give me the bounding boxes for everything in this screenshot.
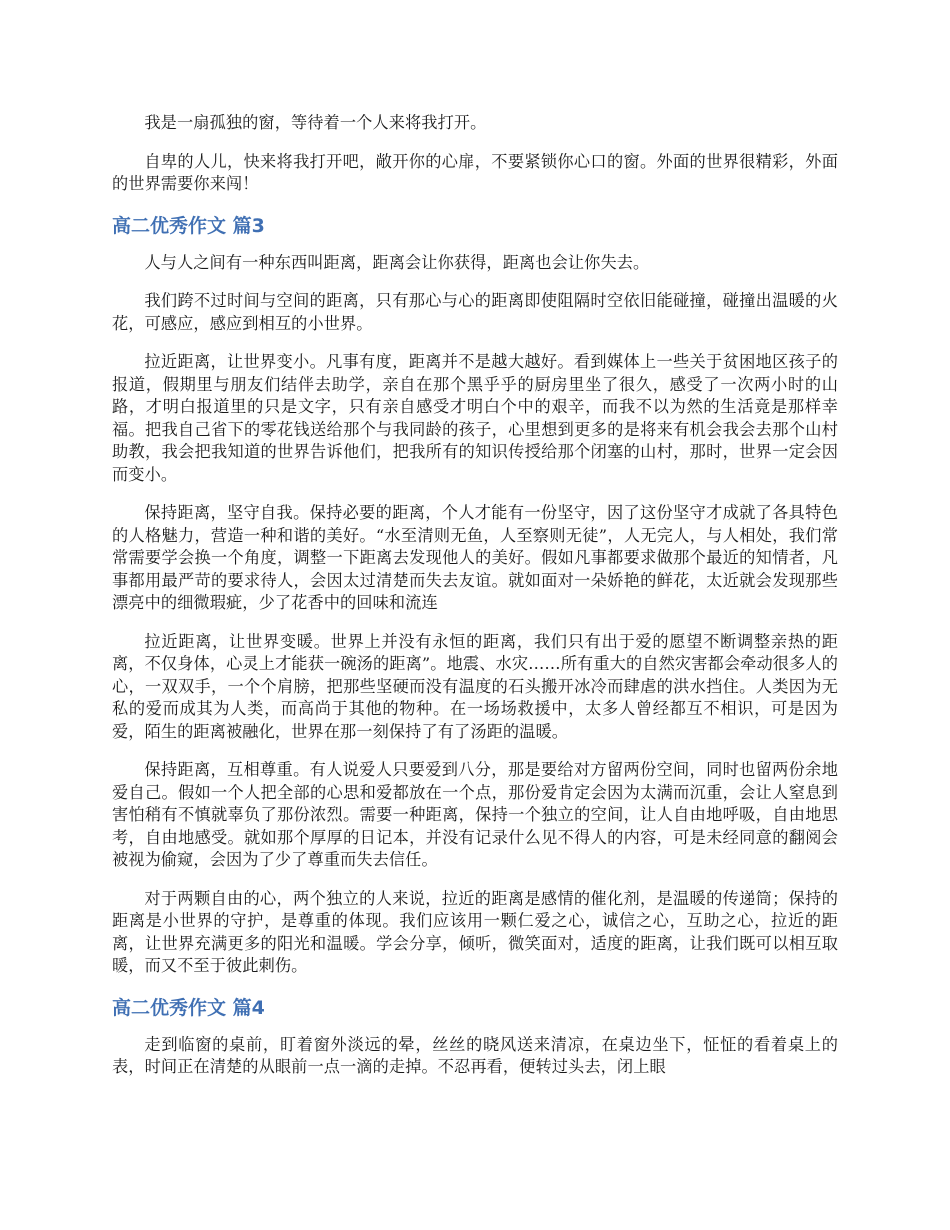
paragraph: 我们跨不过时间与空间的距离，只有那心与心的距离即使阻隔时空依旧能碰撞，碰撞出温暖的火花，可感应，感应到相互的小世界。 [112, 291, 838, 333]
paragraph: 拉近距离，让世界变小。凡事有度，距离并不是越大越好。看到媒体上一些关于贫困地区孩子的报道，假期里与朋友们结伴去助学，亲自在那个黑乎乎的厨房里坐了很久，感受了一次两小时的山路，才明白报道里的只是文字，只有亲自感受才明白个中的艰辛，而我不以为然的生活竟是那样幸福。把我自己省下的零花钱送给那个与我同龄的孩子，心里想到更多的是将来有机会我会去那个山村助教，我会把我知道的世界告诉他们，把我所有的知识传授给那个闭塞的山村，那时，世界一定会因而变小。 [112, 352, 838, 484]
paragraph: 对于两颗自由的心，两个独立的人来说，拉近的距离是感情的催化剂，是温暖的传递筒；保持的距离是小世界的守护，是尊重的体现。我们应该用一颗仁爱之心，诚信之心，互助之心，拉近的距离，让世界充满更多的阳光和温暖。学会分享，倾听，微笑面对，适度的距离，让我们既可以相互取暖，而又不至于彼此刺伤。 [112, 888, 838, 975]
paragraph: 拉近距离，让世界变暖。世界上并没有永恒的距离，我们只有出于爱的愿望不断调整亲热的距离，不仅身体，心灵上才能获一碗汤的距离”。地震、水灾……所有重大的自然灾害都会牵动很多人的心，一双双手，一个个肩膀，把那些坚硬而没有温度的石头搬开冰冷而肆虐的洪水挡住。人类因为无私的爱而成其为人类，而高尚于其他的物种。在一场场救援中，太多人曾经都互不相识，可是因为爱，陌生的距离被融化，世界在那一刻保持了有了汤距的温暖。 [112, 631, 838, 741]
section-heading: 高二优秀作文 篇3 [112, 214, 265, 237]
paragraph: 保持距离，坚守自我。保持必要的距离，个人才能有一份坚守，因了这份坚守才成就了各具特色的人格魅力，营造一种和谐的美好。“水至清则无鱼，人至察则无徒”，人无完人，与人相处，我们常常需要学会换一个角度，调整一下距离去发现他人的美好。假如凡事都要求做那个最近的知情者，凡事都用最严苛的要求待人，会因太过清楚而失去友谊。就如面对一朵娇艳的鲜花，太近就会发现那些漂亮中的细微瑕疵，少了花香中的回味和流连 [112, 503, 838, 612]
paragraph: 我是一扇孤独的窗，等待着一个人来将我打开。 [144, 113, 487, 132]
section-heading: 高二优秀作文 篇4 [112, 996, 265, 1019]
paragraph: 走到临窗的桌前，盯着窗外淡远的晕，丝丝的晓风送来清凉，在桌边坐下，怔怔的看着桌上的表，时间正在清楚的从眼前一点一滴的走掉。不忍再看，便转过头去，闭上眼 [112, 1034, 838, 1076]
paragraph: 人与人之间有一种东西叫距离，距离会让你获得，距离也会让你失去。 [144, 252, 650, 272]
paragraph: 自卑的人儿，快来将我打开吧，敞开你的心扉，不要紧锁你心口的窗。外面的世界很精彩，外面的世界需要你来闯！ [112, 151, 838, 193]
paragraph: 保持距离，互相尊重。有人说爱人只要爱到八分，那是要给对方留两份空间，同时也留两份余地爱自己。假如一个人把全部的心思和爱都放在一个点，那份爱肯定会因为太满而沉重，会让人窒息到害怕稍有不慎就辜负了那份浓烈。需要一种距离，保持一个独立的空间，让人自由地呼吸，自由地思考，自由地感受。就如那个厚厚的日记本，并没有记录什么见不得人的内容，可是未经同意的翻阅会被视为偷窥，会因为了少了尊重而失去信任。 [112, 760, 838, 869]
